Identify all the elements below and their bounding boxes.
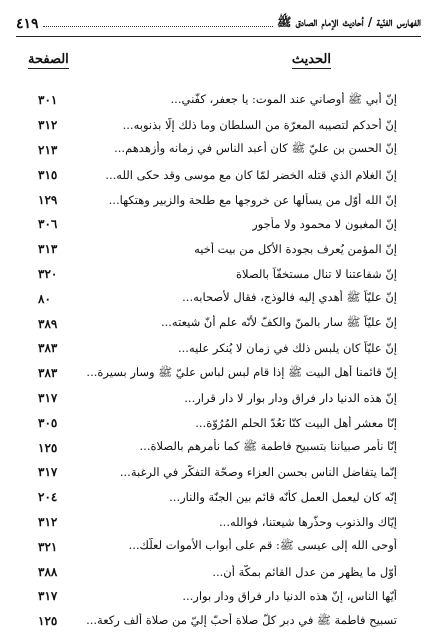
hadith-text: إنّ أحدكم لتصيبه المعرّة من السلطان وما ذلك إلّا بذنوبه...	[122, 118, 397, 133]
index-entry-row	[16, 187, 421, 212]
hadith-text: تسبيح فاطمة ﷺ في دبر كلّ صلاة أحبّ إليّ من صلاة ألف ركعة...	[86, 612, 397, 627]
page-reference: ٢٠٤	[38, 490, 58, 505]
page-reference: ٣٨٣	[38, 341, 58, 356]
index-entry-row	[16, 361, 421, 386]
page-reference: ١٢٥	[38, 440, 58, 455]
page-reference: ٣١٣	[38, 242, 58, 257]
page-reference: ٣١٢	[38, 514, 58, 529]
hadith-text: إنّ المغبون لا محمود ولا مأجور	[252, 217, 397, 232]
page-number: ٤١٩	[16, 16, 39, 32]
index-entry-row	[16, 534, 421, 559]
hadith-text: إنّا معشر أهل البيت كنّا نَعُدّ الحلم المُرُوّة...	[195, 415, 397, 430]
page-reference: ٨٠	[38, 291, 51, 306]
page-reference: ١٢٩	[38, 192, 58, 207]
header-rule	[16, 36, 421, 37]
page-reference: ٣٨٨	[38, 564, 58, 579]
index-entry-row	[16, 262, 421, 287]
index-entry-row	[16, 485, 421, 510]
index-entry-row	[16, 460, 421, 485]
hadith-text: إنّ الغلام الذي قتله الخضر لمّا كان مع موسى وقد حكى الله...	[105, 167, 397, 182]
column-headers	[16, 52, 421, 76]
index-entry-row	[16, 286, 421, 311]
index-entry-row	[16, 584, 421, 609]
column-header-hadith: الحديث	[291, 52, 331, 67]
page-reference: ٣٢٠	[38, 266, 58, 281]
page-reference: ٣١٧	[38, 465, 58, 480]
index-entry-row	[16, 435, 421, 460]
hadith-text: إنّ عليّاً ﷺ أُهدي إليه فالوذج، فقال لأصحابه...	[182, 290, 397, 305]
index-entry-row	[16, 559, 421, 584]
leader-dots	[43, 26, 273, 27]
page-reference: ٣٠٦	[38, 217, 58, 232]
page-reference: ٣١٢	[38, 118, 58, 133]
index-entry-row	[16, 510, 421, 535]
index-entry-row	[16, 609, 421, 634]
page-reference: ٣١٥	[38, 167, 58, 182]
index-entry-row	[16, 311, 421, 336]
hadith-text: إنّ الله أوّل من يسألها عن خروجها مع طلحة والزبير وهتكها...	[108, 192, 397, 207]
page-reference: ٣١٧	[38, 390, 58, 405]
column-header-page: الصفحة	[28, 52, 69, 67]
running-header-title: الفهارس الفنّية / أحاديث الإمام الصادق ﷺ	[277, 15, 421, 29]
hadith-text: إنّما يتفاضل الناس بحسن العزاء وصحّة التفكّر في الرغبة...	[119, 465, 397, 480]
hadith-text: إيّاك والذنوب وحذّرها شيعتنا، فوالله...	[219, 514, 397, 529]
running-header	[16, 10, 421, 32]
hadith-text: إنّ هذه الدنيا دار فراق ودار بوار لا دار قرار...	[184, 390, 397, 405]
index-entry-row	[16, 237, 421, 262]
index-entry-row	[16, 113, 421, 138]
hadith-text: إنّ شفاعتنا لا تنال مستخفّاً بالصلاة	[236, 266, 397, 281]
page-reference: ٣٨٩	[38, 316, 58, 331]
page-reference: ٢١٣	[38, 142, 58, 157]
index-entry-row	[16, 410, 421, 435]
index-entry-row	[16, 162, 421, 187]
hadith-text: إنّه كان ليعمل العمل كأنّه قائم بين الجنّة والنار...	[169, 490, 397, 505]
page-reference: ١٢٥	[38, 614, 58, 629]
hadith-text: إنّ قائمنا أهل البيت ﷺ إذا قام لبس لباس عليّ ﷺ وسار بسيرة...	[86, 364, 397, 379]
page-reference: ٣٠٥	[38, 415, 58, 430]
hadith-text: أوّل ما يظهر من عدل القائم بمكّة أن...	[212, 564, 397, 579]
hadith-text: إنّ عليّاً ﷺ سار بالمنّ والكفّ لأنّه علم أنّ شيعته...	[160, 315, 397, 330]
index-entry-row	[16, 336, 421, 361]
hadith-text: أوحى الله إلى عيسى ﷺ: قم على أبواب الأموات لعلّك...	[128, 538, 397, 553]
hadith-text: إنّ المؤمن يُعرف بجودة الأكل من بيت أخيه	[194, 242, 397, 257]
page-reference: ٣٨٣	[38, 366, 58, 381]
page-reference: ٣١٧	[38, 589, 58, 604]
index-entry-row	[16, 138, 421, 163]
index-entries	[16, 88, 421, 634]
hadith-text: إنّ الحسن بن عليّ ﷺ كان أعبد الناس في زمانه وأزهدهم...	[114, 141, 397, 156]
hadith-text: إنّ عليّاً كان يلبس ذلك في زمان لا يُنكر عليه...	[177, 341, 397, 356]
index-entry-row	[16, 386, 421, 411]
index-entry-row	[16, 212, 421, 237]
index-entry-row	[16, 88, 421, 113]
hadith-text: إنّا نأمر صبياننا بتسبيح فاطمة ﷺ كما نأمرهم بالصلاة...	[139, 439, 397, 454]
page-reference: ٣٢١	[38, 539, 58, 554]
hadith-text: إنّ أبي ﷺ أوصاني عند الموت: يا جعفر، كفّني...	[170, 91, 397, 106]
page-reference: ٣٠١	[38, 93, 58, 108]
hadith-text: أيّها الناس، إنّ هذه الدنيا دار فراق ودار بوار...	[182, 589, 397, 604]
